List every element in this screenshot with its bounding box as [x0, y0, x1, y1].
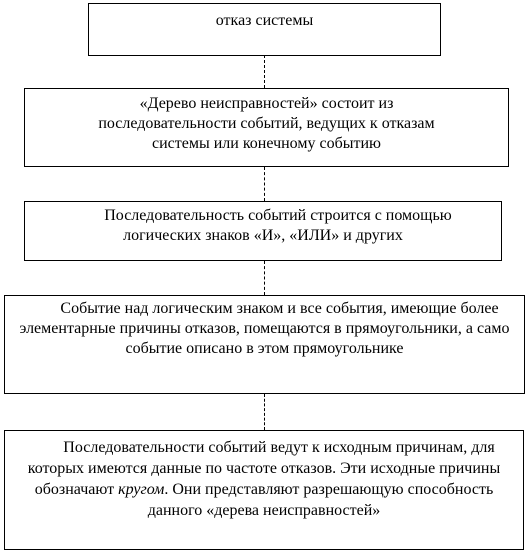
connector-1-2 [264, 55, 265, 88]
box-logic-gates-text: Последовательность событий строится с помощью логических знаков «И», «ИЛИ» и других [104, 207, 452, 244]
box-initial-causes [4, 430, 524, 550]
box-initial-causes-text-before: Последовательности событий ведут к исходным причинам, для которых имеются данные по частоте отказов. Эти исходные причины обозначают [27, 439, 501, 498]
box-rectangle-events-text: Событие над логическим знаком и все события, имеющие более элементарные причины отказов, помещаются в прямоугольники, а само событие описано в этом прямоугольнике [19, 300, 510, 357]
box-system-failure-text: отказ системы [215, 12, 314, 29]
connector-3-4 [264, 261, 265, 295]
box-system-failure [88, 3, 441, 56]
box-fault-tree-definition-text: «Дерево неисправностей» состоит из последовательности событий, ведущих к отказам системы или конечному событию [98, 95, 435, 152]
box-initial-causes-text-after: . Они представляют разрешающую способность данного «дерева неисправностей» [147, 481, 494, 519]
box-initial-causes-text [15, 437, 513, 521]
box-fault-tree-definition [24, 88, 509, 167]
connector-2-3 [264, 167, 265, 201]
connector-4-5 [264, 394, 265, 430]
box-logic-gates [24, 201, 502, 261]
box-initial-causes-text-italic: кругом [118, 481, 165, 498]
box-rectangle-events [4, 295, 525, 394]
